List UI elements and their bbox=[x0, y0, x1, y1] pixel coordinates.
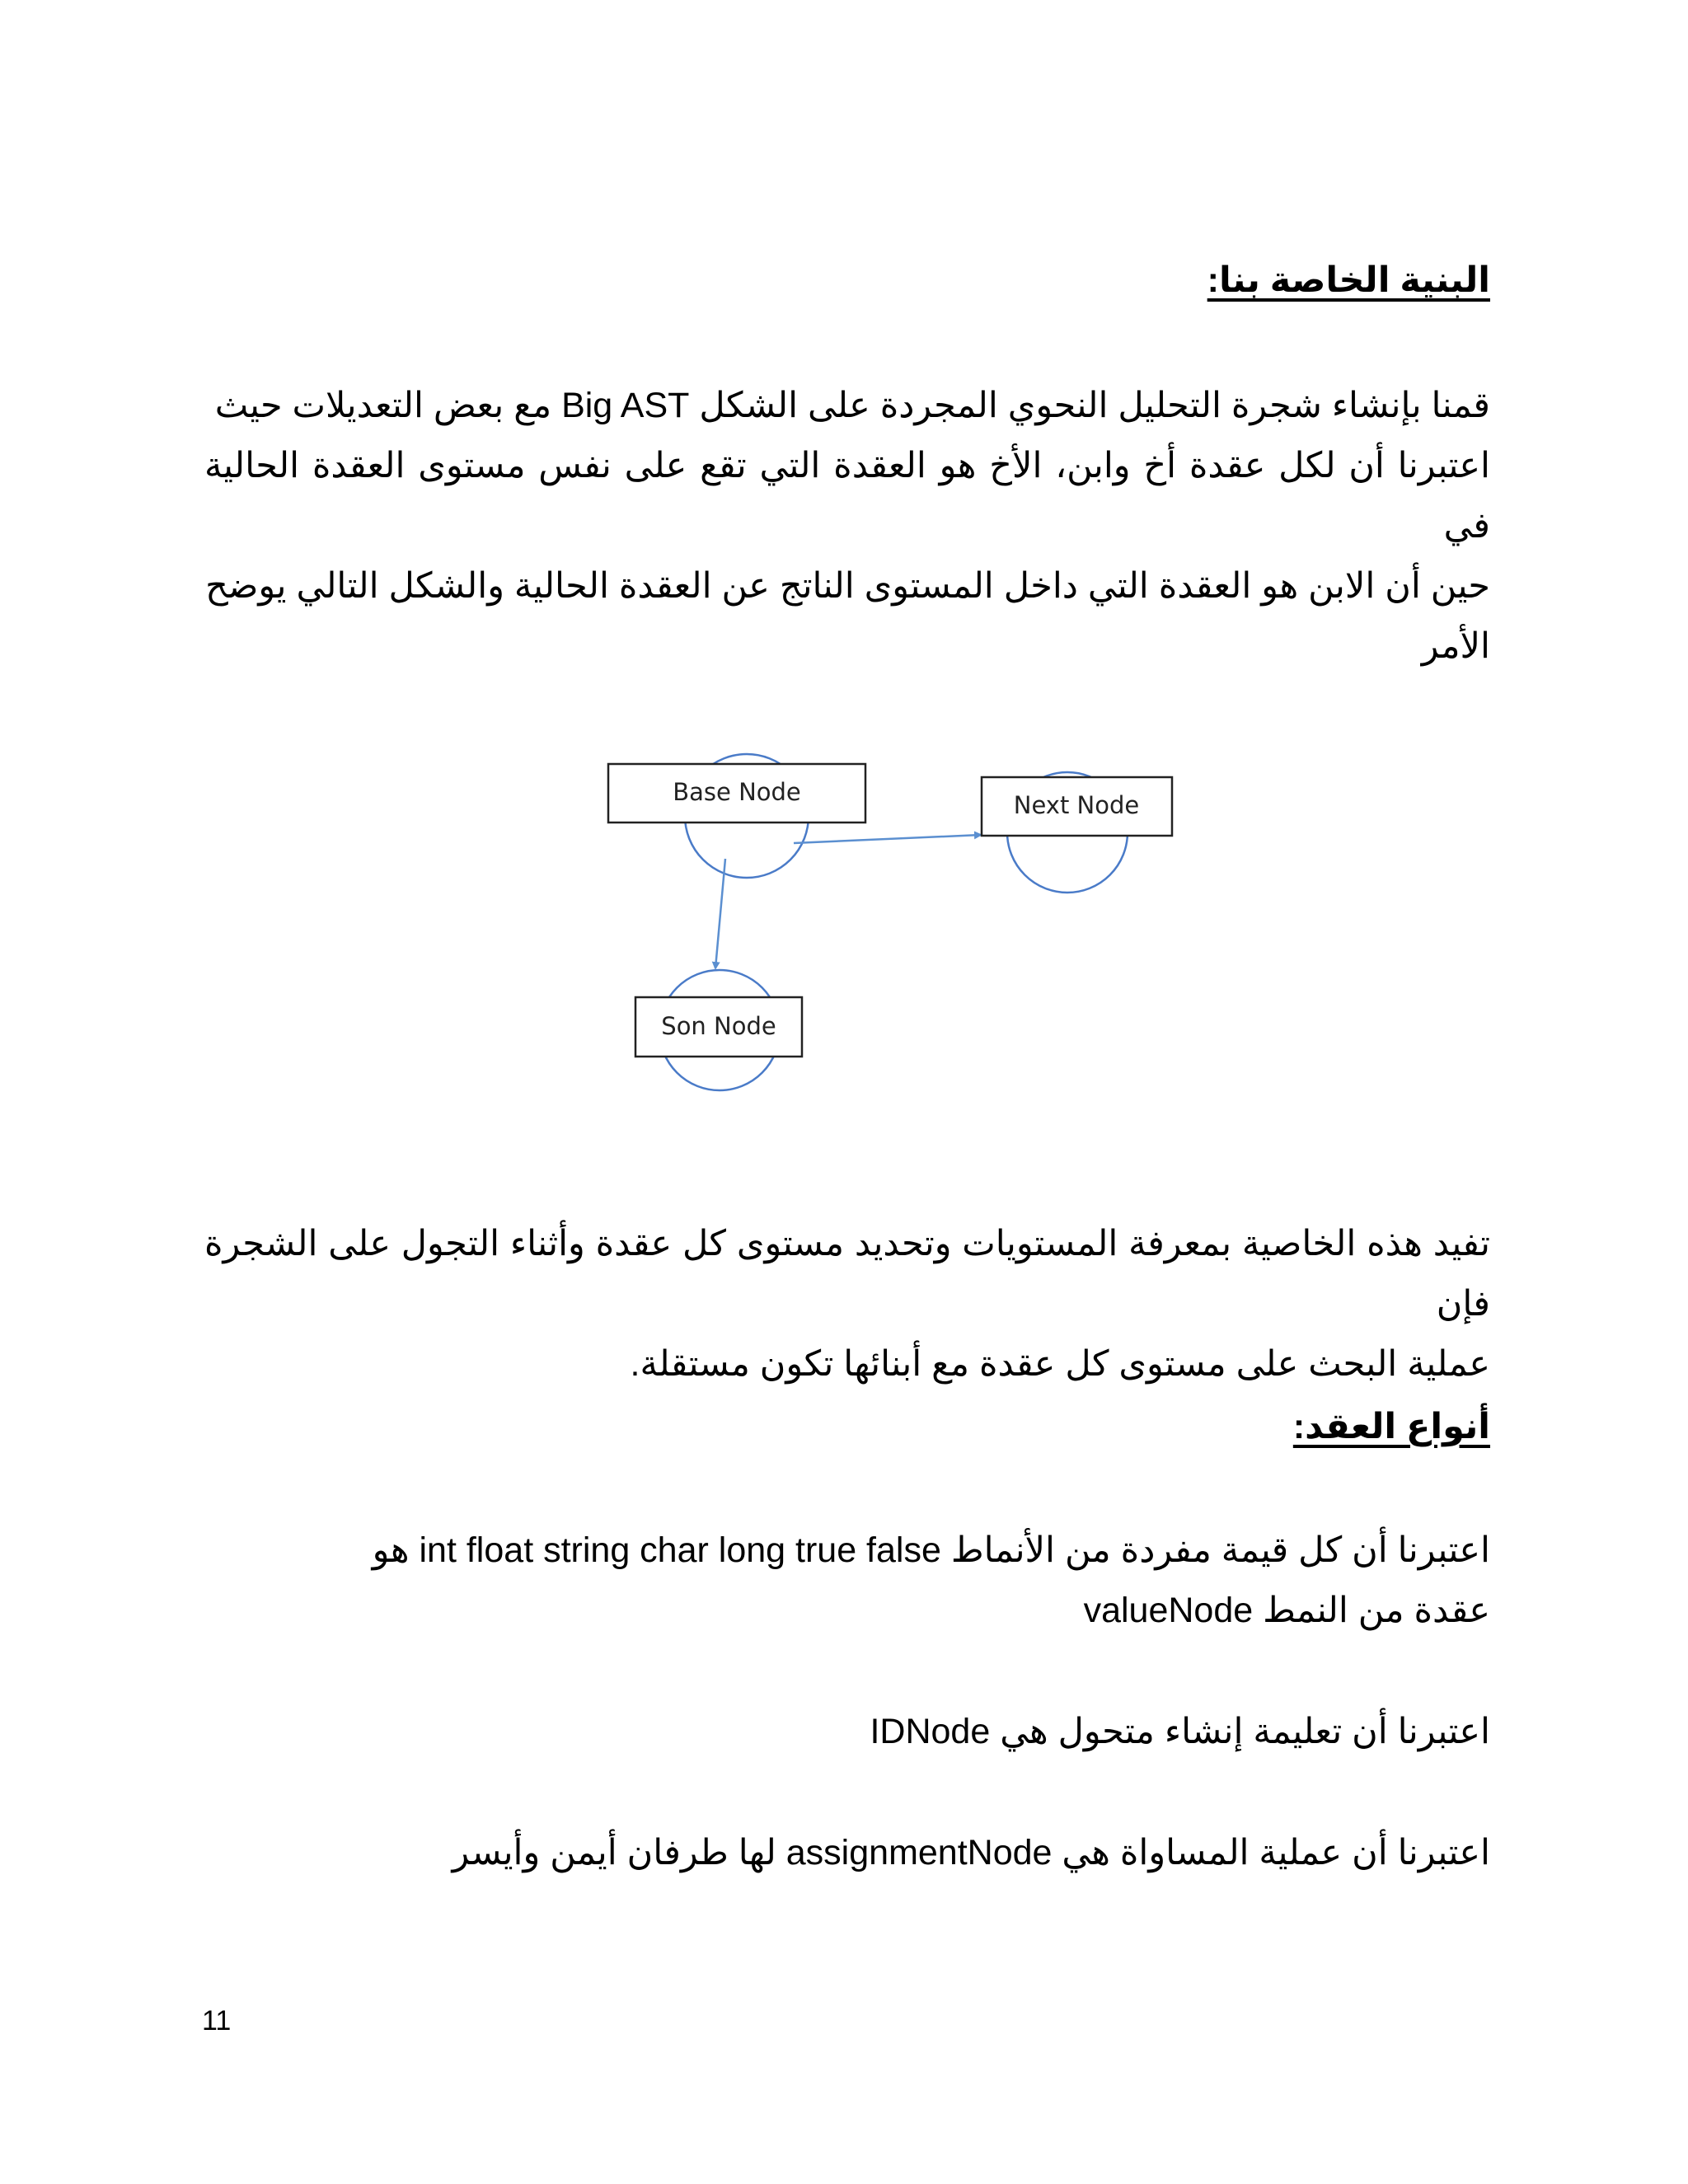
value-node-description bbox=[204, 1521, 1490, 1641]
base-node-label: Base Node bbox=[673, 778, 801, 806]
page-number: 11 bbox=[202, 2005, 232, 2036]
paragraph-line: تفيد هذه الخاصية بمعرفة المستويات وتحديد مستوى كل عقدة وأثناء التجول على الشجرة فإن bbox=[204, 1224, 1490, 1324]
paragraph-line: حين أن الابن هو العقدة التي داخل المستوى الناتج عن العقدة الحالية والشكل التالي يوضح bbox=[205, 566, 1490, 606]
next-arrow bbox=[794, 835, 981, 843]
structure-paragraph bbox=[204, 376, 1490, 677]
paragraph-line: اعتبرنا أن لكل عقدة أخ وابن، الأخ هو العقدة التي تقع على نفس مستوى العقدة الحالية في bbox=[204, 446, 1490, 546]
node-structure-diagram bbox=[593, 717, 1187, 1104]
paragraph-line: الأمر bbox=[1421, 626, 1490, 666]
son-arrow bbox=[715, 859, 725, 968]
son-node-label: Son Node bbox=[661, 1012, 776, 1040]
id-node-description bbox=[204, 1702, 1490, 1762]
levels-paragraph bbox=[204, 1214, 1490, 1394]
diagram-svg bbox=[593, 717, 1187, 1104]
assignment-node-description bbox=[204, 1823, 1490, 1883]
next-node-label: Next Node bbox=[1013, 791, 1140, 819]
paragraph-line: قمنا بإنشاء شجرة التحليل النحوي المجردة على الشكل Big AST مع بعض التعديلات حيث bbox=[214, 386, 1490, 425]
paragraph-line: اعتبرنا أن عملية المساواة هي assignmentNode لها طرفان أيمن وأيسر bbox=[452, 1833, 1490, 1872]
paragraph-line: اعتبرنا أن كل قيمة مفردة من الأنماط int float string char long true false هو bbox=[372, 1530, 1490, 1570]
paragraph-line: عقدة من النمط valueNode bbox=[1083, 1591, 1490, 1630]
section-heading-structure: البنية الخاصة بنا: bbox=[1207, 260, 1490, 300]
paragraph-line: اعتبرنا أن تعليمة إنشاء متحول هي IDNode bbox=[870, 1712, 1490, 1751]
paragraph-line: عملية البحث على مستوى كل عقدة مع أبنائها تكون مستقلة. bbox=[630, 1344, 1490, 1384]
section-heading-node-types: أنواع العقد: bbox=[1292, 1407, 1490, 1446]
